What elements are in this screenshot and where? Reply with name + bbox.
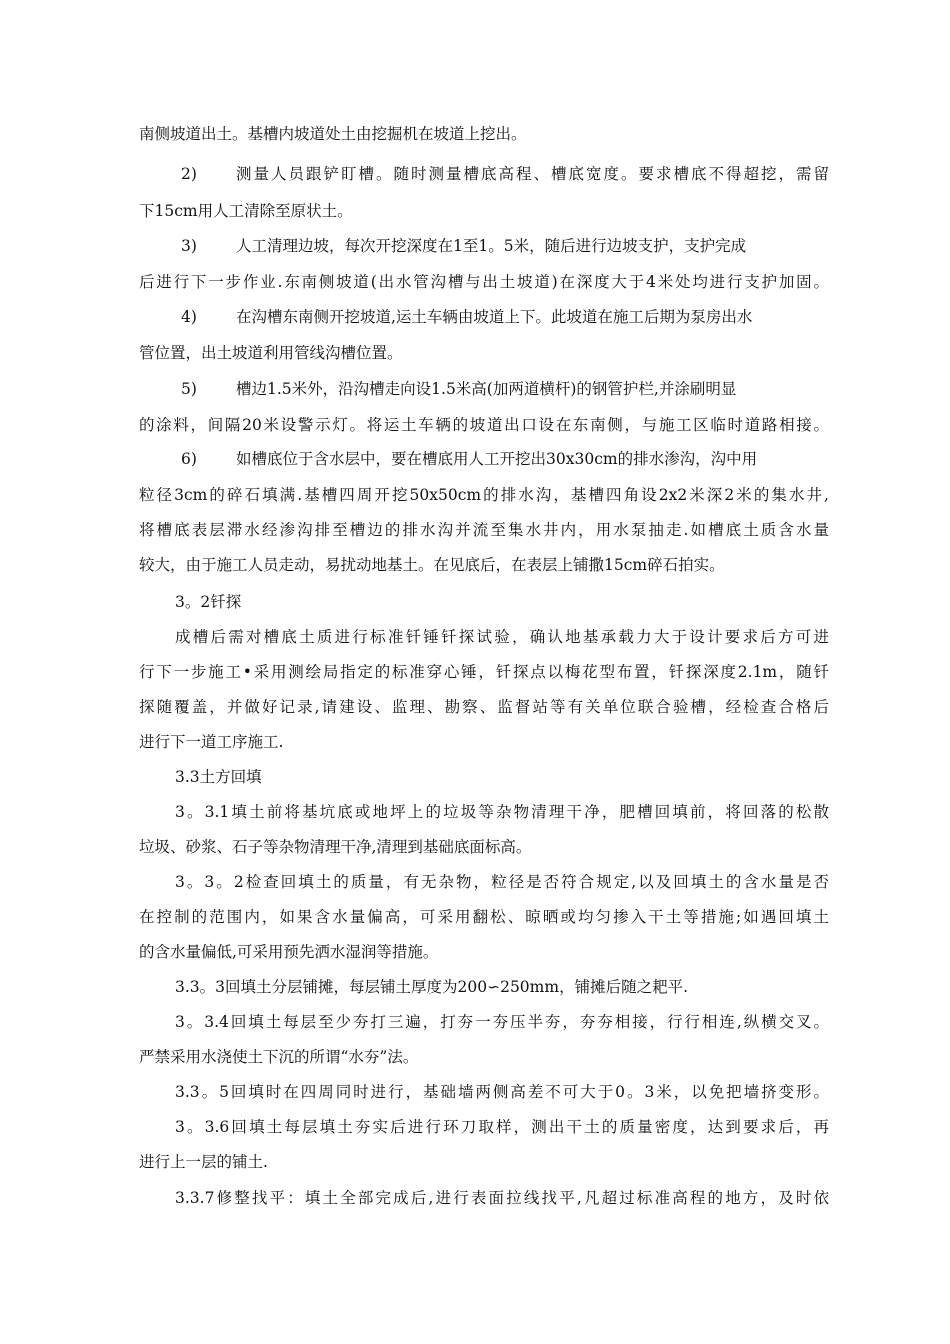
list-number: 3)	[181, 237, 197, 255]
list-number: 5)	[181, 380, 197, 398]
text-line: 严禁采用水浇使土下沉的所谓“水夯”法。	[139, 1048, 419, 1066]
text-line: 3.3.7修整找平：填土全部完成后,进行表面拉线找平,凡超过标准高程的地方，及时依	[175, 1189, 829, 1207]
text-line: 人工清理边坡，每次开挖深度在1至1。5米，随后进行边坡支护，支护完成	[236, 237, 747, 255]
text-line: 管位置，出土坡道利用管线沟槽位置。	[139, 344, 403, 362]
text-line: 南侧坡道出土。基槽内坡道处土由挖掘机在坡道上挖出。	[139, 125, 527, 143]
text-line: 较大，由于施工人员走动，易扰动地基土。在见底后，在表层上铺撒15cm碎石拍实。	[139, 556, 725, 574]
text-line: 在沟槽东南侧开挖坡道,运土车辆由坡道上下。此坡道在施工后期为泵房出水	[236, 308, 753, 326]
text-line: 3。3.1填土前将基坑底或地坪上的垃圾等杂物清理干净，肥槽回填前，将回落的松散	[175, 803, 829, 821]
section-heading: 3.3土方回填	[175, 768, 262, 786]
list-number: 4)	[181, 308, 197, 326]
text-line: 后进行下一步作业.东南侧坡道(出水管沟槽与出土坡道)在深度大于4米处均进行支护加固。	[139, 273, 829, 291]
text-line: 进行上一层的铺土.	[139, 1153, 268, 1171]
text-line: 进行下一道工序施工.	[139, 733, 284, 751]
text-line: 3.3。5回填时在四周同时进行，基础墙两侧高差不可大于0。3米，以免把墙挤变形。	[175, 1083, 829, 1101]
text-line: 将槽底表层滞水经渗沟排至槽边的排水沟并流至集水井内，用水泵抽走.如槽底土质含水量	[139, 521, 829, 539]
text-line: 3。3。2检查回填土的质量，有无杂物，粒径是否符合规定,以及回填土的含水量是否	[175, 873, 829, 891]
text-line: 下15cm用人工清除至原状土。	[139, 202, 353, 220]
text-line: 的涂料，间隔20米设警示灯。将运土车辆的坡道出口设在东南侧，与施工区临时道路相接。	[139, 416, 829, 434]
text-line: 3。3.6回填土每层填土夯实后进行环刀取样，测出干土的质量密度，达到要求后，再	[175, 1118, 829, 1136]
text-line: 行下一步施工•采用测绘局指定的标准穿心锤，钎探点以梅花型布置，钎探深度2.1m，随钎	[139, 663, 829, 681]
text-line: 探随覆盖，并做好记录,请建设、监理、勘察、监督站等有关单位联合验槽，经检查合格后	[139, 698, 829, 716]
text-line: 在控制的范围内，如果含水量偏高，可采用翻松、晾晒或均匀掺入干土等措施;如遇回填土	[139, 908, 829, 926]
text-line: 3.3。3回填土分层铺摊，每层铺土厚度为200∽250mm，铺摊后随之耙平.	[175, 978, 688, 996]
text-line: 槽边1.5米外，沿沟槽走向设1.5米高(加两道横杆)的钢管护栏,并涂刷明显	[236, 380, 737, 398]
text-line: 的含水量偏低,可采用预先洒水湿润等措施。	[139, 943, 439, 961]
list-number: 6)	[181, 450, 197, 468]
text-line: 3。3.4回填土每层至少夯打三遍，打夯一夯压半夯，夯夯相接，行行相连,纵横交叉。	[175, 1013, 829, 1031]
list-number: 2)	[181, 165, 197, 183]
text-line: 粒径3cm的碎石填满.基槽四周开挖50x50cm的排水沟，基槽四角设2x2米深2米的集水井,	[139, 486, 829, 504]
text-line: 如槽底位于含水层中，要在槽底用人工开挖出30x30cm的排水渗沟，沟中用	[236, 450, 758, 468]
text-line: 垃圾、砂浆、石子等杂物清理干净,清理到基础底面标高。	[139, 838, 532, 856]
text-line: 测量人员跟铲盯槽。随时测量槽底高程、槽底宽度。要求槽底不得超挖，需留	[236, 165, 829, 183]
section-heading: 3。2钎探	[175, 593, 242, 611]
text-line: 成槽后需对槽底土质进行标准钎锤钎探试验，确认地基承载力大于设计要求后方可进	[175, 628, 829, 646]
